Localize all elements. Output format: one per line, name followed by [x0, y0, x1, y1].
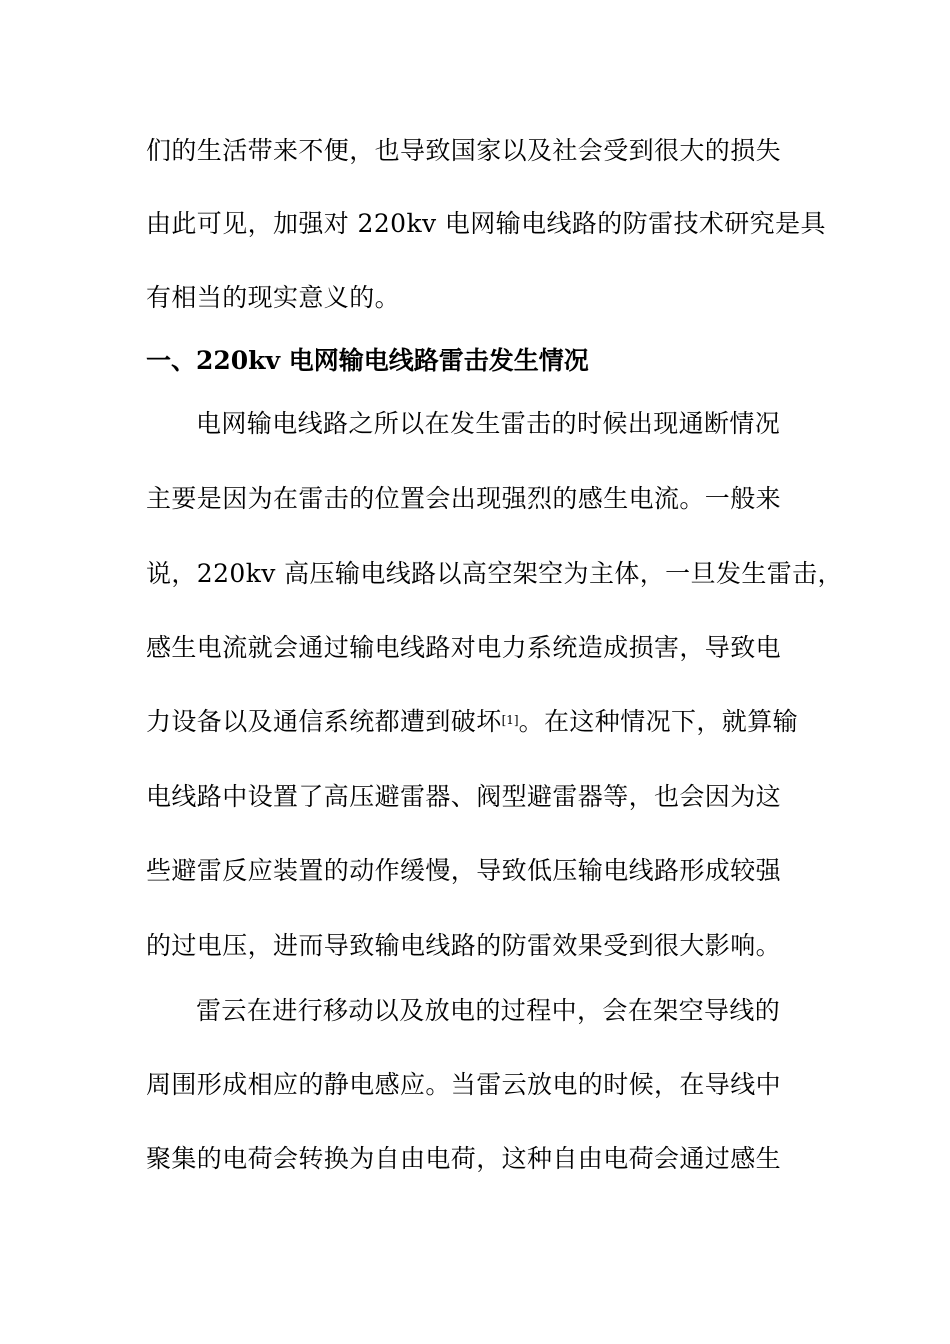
text-line: 电网输电线路之所以在发生雷击的时候出现通断情况 [196, 409, 781, 438]
text-line: 周围形成相应的静电感应。当雷云放电的时候，在导线中 [146, 1070, 782, 1099]
text-line: 些避雷反应装置的动作缓慢，导致低压输电线路形成较强 [146, 856, 782, 885]
section-heading: 一、220kv 电网输电线路雷击发生情况 [146, 346, 589, 375]
text-segment: 力设备以及通信系统都遭到破坏 [146, 707, 502, 736]
text-line: 聚集的电荷会转换为自由电荷，这种自由电荷会通过感生 [146, 1144, 782, 1173]
text-line: 主要是因为在雷击的位置会出现强烈的感生电流。一般来 [146, 484, 782, 513]
text-line: 感生电流就会通过输电线路对电力系统造成损害，导致电 [146, 633, 782, 662]
citation-marker: [1] [501, 713, 519, 727]
text-line: 有相当的现实意义的。 [146, 283, 401, 312]
text-line-with-citation [146, 707, 798, 737]
text-line: 的过电压，进而导致输电线路的防雷效果受到很大影响。 [146, 931, 782, 960]
text-line: 们的生活带来不便，也导致国家以及社会受到很大的损失 [146, 136, 782, 165]
text-line: 雷云在进行移动以及放电的过程中，会在架空导线的 [196, 996, 781, 1025]
text-line: 由此可见，加强对 220kv 电网输电线路的防雷技术研究是具 [146, 209, 826, 238]
text-segment: 。在这种情况下，就算输 [518, 707, 799, 736]
text-line: 电线路中设置了高压避雷器、阀型避雷器等，也会因为这 [146, 782, 782, 811]
text-line: 说，220kv 高压输电线路以高空架空为主体，一旦发生雷击， [146, 559, 843, 588]
